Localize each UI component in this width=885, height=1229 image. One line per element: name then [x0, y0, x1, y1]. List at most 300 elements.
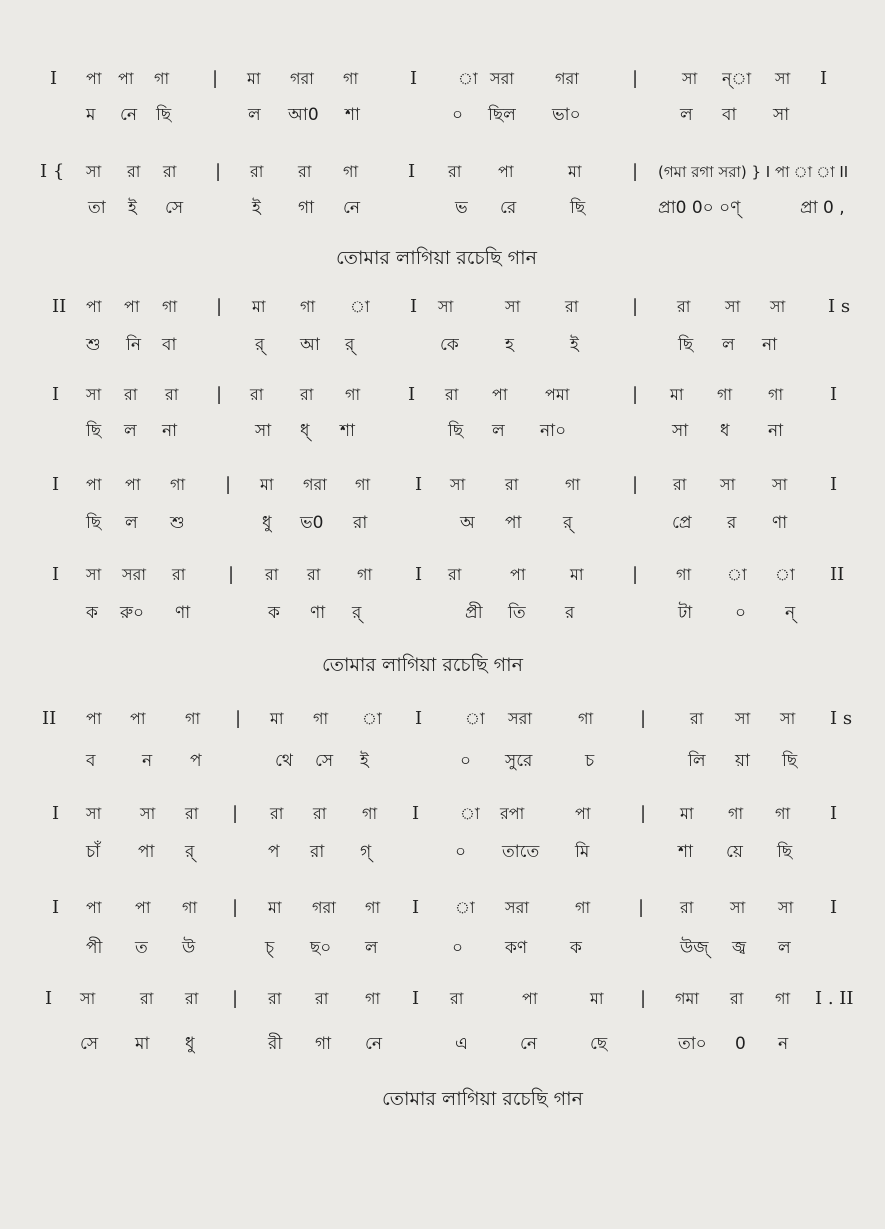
lyric-syllable: উজ্‌: [680, 938, 709, 958]
lyric-syllable: য়া: [735, 751, 750, 771]
lyric-syllable: আ: [300, 335, 320, 355]
bar-line: I: [830, 474, 838, 495]
bar-line: |: [638, 897, 645, 918]
bar-line: I: [410, 68, 418, 89]
notes-row: [0, 893, 885, 923]
lyric-syllable: ছ০: [310, 938, 332, 958]
bar-line: I . II: [815, 988, 854, 1009]
lyric-syllable: ০: [452, 105, 464, 125]
lyric-syllable: র্‌: [345, 335, 355, 355]
lyric-syllable: ছি: [678, 335, 694, 355]
notes-row: [0, 799, 885, 829]
lyric-syllable: বা: [162, 335, 177, 355]
notes-row: [0, 470, 885, 500]
note: পা: [492, 385, 508, 404]
note: পমা: [545, 385, 570, 404]
lyric-syllable: ল: [365, 938, 378, 958]
note: রা: [673, 475, 687, 494]
note: রা: [445, 385, 459, 404]
bar-line: |: [225, 474, 232, 495]
lyric-syllable: ল: [680, 105, 693, 125]
notes-row: [0, 560, 885, 590]
lyric-syllable: পা: [138, 842, 155, 862]
lyric-syllable: ছি: [86, 513, 102, 533]
note: সা: [725, 297, 741, 316]
lyric-syllable: লি: [688, 751, 706, 771]
lyric-syllable: গ্‌: [360, 842, 372, 862]
refrain-line: তোমার লাগিয়া রচেছি গান: [382, 1088, 583, 1110]
note: সা: [438, 297, 454, 316]
lyric-syllable: রে: [500, 198, 517, 218]
lyric-syllable: ন: [142, 751, 153, 771]
lyric-syllable: ত: [135, 938, 148, 958]
lyric-syllable: পা: [505, 513, 522, 533]
lyric-syllable: নে: [365, 1034, 383, 1054]
lyric-syllable: ছি: [777, 842, 793, 862]
note: া: [455, 898, 475, 917]
note: রপা: [500, 804, 525, 823]
lyric-syllable: সে: [165, 198, 184, 218]
lyric-syllable: ল: [125, 513, 138, 533]
note: পা: [86, 475, 102, 494]
lyric-syllable: তা০: [678, 1034, 707, 1054]
lyric-syllable: না০: [540, 421, 567, 441]
lyrics-row: [0, 598, 885, 628]
note: রা: [140, 989, 154, 1008]
lyric-syllable: ক: [570, 938, 582, 958]
note: গা: [717, 385, 733, 404]
bar-line: I: [408, 161, 416, 182]
note: গা: [728, 804, 744, 823]
note: গা: [345, 385, 361, 404]
lyric-syllable: তা: [88, 198, 106, 218]
note: া: [362, 709, 382, 728]
lyric-syllable: র্‌: [352, 603, 362, 623]
lyric-syllable: শা: [678, 842, 693, 862]
notes-row: [0, 157, 885, 187]
lyric-syllable: প্রা 0 ,: [800, 198, 845, 218]
note: সা: [140, 804, 156, 823]
bar-line: II: [42, 708, 57, 729]
lyric-syllable: জ্ব: [732, 938, 747, 958]
note: রা: [172, 565, 186, 584]
note: রা: [690, 709, 704, 728]
lyric-syllable: ০: [460, 751, 472, 771]
note: গা: [565, 475, 581, 494]
bar-line: |: [632, 68, 639, 89]
bar-line: I: [830, 897, 838, 918]
bar-line: I: [412, 988, 420, 1009]
bar-line: I: [52, 803, 60, 824]
note: রা: [315, 989, 329, 1008]
note: রা: [165, 385, 179, 404]
note: মা: [270, 709, 284, 728]
bar-line: I: [410, 296, 418, 317]
lyric-syllable: নে: [343, 198, 361, 218]
note: ন্‌া: [722, 69, 752, 88]
note: মা: [247, 69, 261, 88]
bar-line: I: [415, 474, 423, 495]
note: সা: [730, 898, 746, 917]
note: গা: [676, 565, 692, 584]
lyric-syllable: অ: [460, 513, 475, 533]
bar-line: |: [228, 564, 235, 585]
notes-row: [0, 380, 885, 410]
bar-line: |: [235, 708, 242, 729]
note: া: [458, 69, 478, 88]
note-group: (গমা রগা সরা) } I পা া া II: [658, 163, 849, 181]
note: া: [350, 297, 370, 316]
lyric-syllable: য়ে: [726, 842, 743, 862]
note: পা: [498, 162, 514, 181]
notes-row: [0, 292, 885, 322]
lyric-syllable: সে: [315, 751, 334, 771]
lyric-syllable: ভ0: [300, 513, 324, 533]
lyric-syllable: ০: [455, 842, 467, 862]
lyric-syllable: টা: [678, 603, 693, 623]
note: রা: [185, 989, 199, 1008]
lyric-syllable: মি: [575, 842, 590, 862]
lyric-syllable: তি: [508, 603, 526, 623]
lyric-syllable: ল: [778, 938, 791, 958]
bar-line: |: [212, 68, 219, 89]
note: া: [460, 804, 480, 823]
lyric-syllable: ল: [124, 421, 137, 441]
lyric-syllable: কে: [440, 335, 459, 355]
lyric-syllable: হ: [505, 335, 514, 355]
note: সা: [720, 475, 736, 494]
notes-row: [0, 984, 885, 1014]
lyric-syllable: না: [768, 421, 784, 441]
lyric-syllable: ভা০: [552, 105, 581, 125]
lyric-syllable: ই: [128, 198, 137, 218]
note: পা: [86, 898, 102, 917]
lyric-syllable: ন্‌: [785, 603, 796, 623]
note: সা: [86, 565, 102, 584]
note: মা: [260, 475, 274, 494]
note: রা: [265, 565, 279, 584]
lyric-syllable: চ্‌: [265, 938, 275, 958]
lyric-syllable: ছি: [782, 751, 798, 771]
note: সরা: [508, 709, 533, 728]
bar-line: I: [408, 384, 416, 405]
note: পা: [130, 709, 146, 728]
note: গা: [357, 565, 373, 584]
refrain-line: তোমার লাগিয়া রচেছি গান: [336, 247, 537, 269]
note: মা: [252, 297, 266, 316]
bar-line: |: [216, 296, 223, 317]
note: গরা: [555, 69, 579, 88]
bar-line: I: [830, 384, 838, 405]
lyric-syllable: ল: [492, 421, 505, 441]
lyric-syllable: সা: [255, 421, 272, 441]
lyrics-row: [0, 100, 885, 130]
lyric-syllable: শা: [340, 421, 355, 441]
bar-line: I: [50, 68, 58, 89]
note: রা: [185, 804, 199, 823]
lyric-syllable: রা: [353, 513, 368, 533]
note: গা: [768, 385, 784, 404]
lyric-syllable: র্‌: [563, 513, 573, 533]
note: রা: [313, 804, 327, 823]
bar-line: I: [415, 708, 423, 729]
lyric-syllable: না: [762, 335, 778, 355]
bar-line: |: [216, 384, 223, 405]
note: গা: [575, 898, 591, 917]
bar-line: I s: [828, 296, 851, 317]
note: সা: [505, 297, 521, 316]
note: া: [727, 565, 747, 584]
bar-line: |: [232, 803, 239, 824]
note: গা: [578, 709, 594, 728]
notes-row: [0, 64, 885, 94]
note: রা: [730, 989, 744, 1008]
bar-line: I: [412, 897, 420, 918]
lyric-syllable: ছি: [570, 198, 586, 218]
note: পা: [118, 69, 134, 88]
lyric-syllable: প: [190, 751, 202, 771]
lyric-syllable: গা: [298, 198, 315, 218]
bar-line: |: [632, 564, 639, 585]
lyrics-row: [0, 508, 885, 538]
note: পা: [135, 898, 151, 917]
lyric-syllable: ক: [268, 603, 280, 623]
note: পা: [522, 989, 538, 1008]
lyric-syllable: নে: [120, 105, 138, 125]
lyric-syllable: রু০: [120, 603, 145, 623]
lyric-syllable: রী: [268, 1034, 283, 1054]
bar-line: I: [52, 384, 60, 405]
note: গা: [775, 989, 791, 1008]
note: গা: [365, 989, 381, 1008]
note: সা: [682, 69, 698, 88]
lyric-syllable: ব: [86, 751, 96, 771]
bar-line: |: [232, 988, 239, 1009]
note: মা: [680, 804, 694, 823]
note: া: [465, 709, 485, 728]
lyric-syllable: না: [162, 421, 178, 441]
note: গরা: [290, 69, 314, 88]
lyrics-row: [0, 837, 885, 867]
note: রা: [298, 162, 312, 181]
bar-line: |: [232, 897, 239, 918]
lyrics-row: [0, 193, 885, 223]
lyric-syllable: এ: [455, 1034, 468, 1054]
note: গরা: [312, 898, 336, 917]
lyric-syllable: ধু: [185, 1034, 195, 1054]
note: সা: [86, 385, 102, 404]
bar-line: I: [830, 803, 838, 824]
lyric-syllable: ণা: [310, 603, 326, 623]
note: সা: [735, 709, 751, 728]
lyric-syllable: পী: [86, 938, 103, 958]
lyric-syllable: নি: [126, 335, 142, 355]
note: পা: [125, 475, 141, 494]
note: গা: [162, 297, 178, 316]
lyric-syllable: চাঁ: [86, 842, 101, 862]
lyric-syllable: রা: [310, 842, 325, 862]
note: মা: [570, 565, 584, 584]
lyric-syllable: চ: [585, 751, 595, 771]
lyric-syllable: র: [565, 603, 575, 623]
lyric-syllable: ক: [86, 603, 98, 623]
note: গা: [362, 804, 378, 823]
note: সরা: [122, 565, 147, 584]
note: গা: [185, 709, 201, 728]
note: পা: [86, 69, 102, 88]
note: রা: [124, 385, 138, 404]
lyric-syllable: ধ: [720, 421, 730, 441]
note: গা: [313, 709, 329, 728]
note: গা: [343, 69, 359, 88]
lyric-syllable: সা: [773, 105, 790, 125]
note: পা: [510, 565, 526, 584]
note: পা: [575, 804, 591, 823]
note: পা: [86, 297, 102, 316]
note: রা: [680, 898, 694, 917]
note: পা: [124, 297, 140, 316]
lyric-syllable: ই: [360, 751, 369, 771]
note: রা: [250, 385, 264, 404]
notes-row: [0, 704, 885, 734]
lyric-syllable: শু: [170, 513, 185, 533]
note: রা: [448, 565, 462, 584]
bar-line: |: [632, 474, 639, 495]
note: সা: [86, 804, 102, 823]
note: গা: [170, 475, 186, 494]
note: সা: [772, 475, 788, 494]
bar-line: I {: [40, 161, 65, 182]
lyrics-row: [0, 1029, 885, 1059]
lyric-syllable: ল: [722, 335, 735, 355]
lyric-syllable: র: [727, 513, 737, 533]
note: রা: [268, 989, 282, 1008]
bar-line: |: [632, 296, 639, 317]
note: রা: [250, 162, 264, 181]
lyric-syllable: নে: [520, 1034, 538, 1054]
lyric-syllable: কণ: [505, 938, 528, 958]
lyric-syllable: মা: [135, 1034, 150, 1054]
lyrics-row: [0, 933, 885, 963]
note: া: [775, 565, 795, 584]
bar-line: |: [215, 161, 222, 182]
note: সা: [86, 162, 102, 181]
lyric-syllable: 0: [735, 1034, 746, 1054]
note: রা: [163, 162, 177, 181]
note: মা: [670, 385, 684, 404]
note: গমা: [675, 989, 700, 1008]
lyric-syllable: ধু: [262, 513, 272, 533]
note: সরা: [505, 898, 530, 917]
bar-line: I: [412, 803, 420, 824]
note: মা: [268, 898, 282, 917]
note: পা: [86, 709, 102, 728]
lyric-syllable: ন: [778, 1034, 789, 1054]
note: গা: [365, 898, 381, 917]
lyric-syllable: গা: [315, 1034, 332, 1054]
lyric-syllable: ছে: [590, 1034, 608, 1054]
lyric-syllable: ণা: [772, 513, 788, 533]
lyric-syllable: উ: [182, 938, 196, 958]
bar-line: |: [632, 384, 639, 405]
note: গা: [182, 898, 198, 917]
bar-line: I: [52, 897, 60, 918]
note: রা: [270, 804, 284, 823]
note: গা: [775, 804, 791, 823]
lyric-syllable: ম: [86, 105, 96, 125]
lyric-syllable: ণা: [175, 603, 191, 623]
lyric-syllable: শা: [345, 105, 360, 125]
lyric-syllable: র্‌: [255, 335, 265, 355]
note: সা: [80, 989, 96, 1008]
lyric-syllable: ছি: [156, 105, 172, 125]
lyric-syllable: সে: [80, 1034, 99, 1054]
note: গা: [154, 69, 170, 88]
lyric-syllable: শু: [86, 335, 101, 355]
bar-line: |: [640, 803, 647, 824]
note: মা: [590, 989, 604, 1008]
lyric-syllable: সুরে: [505, 751, 533, 771]
note: রা: [307, 565, 321, 584]
lyric-syllable: ই: [570, 335, 579, 355]
lyric-syllable: সা: [672, 421, 689, 441]
lyric-syllable: ছিল: [488, 105, 516, 125]
bar-line: I: [415, 564, 423, 585]
note: রা: [127, 162, 141, 181]
refrain-line: তোমার লাগিয়া রচেছি গান: [322, 654, 523, 676]
lyric-syllable: আ0: [288, 105, 319, 125]
lyric-syllable: ০: [452, 938, 464, 958]
lyrics-row: [0, 330, 885, 360]
note: সা: [778, 898, 794, 917]
note: গরা: [303, 475, 327, 494]
bar-line: II: [830, 564, 845, 585]
bar-line: |: [640, 988, 647, 1009]
bar-line: |: [632, 161, 639, 182]
lyric-syllable: ভ: [455, 198, 468, 218]
bar-line: I: [52, 474, 60, 495]
lyric-syllable: ই: [252, 198, 261, 218]
lyrics-row: [0, 746, 885, 776]
note: রা: [505, 475, 519, 494]
note: গা: [343, 162, 359, 181]
lyrics-row: [0, 416, 885, 446]
lyric-syllable: প্রী: [465, 603, 483, 623]
bar-line: II: [52, 296, 67, 317]
note: রা: [677, 297, 691, 316]
lyric-syllable: প্রে: [672, 513, 692, 533]
lyric-syllable: ছি: [86, 421, 102, 441]
bar-line: I: [52, 564, 60, 585]
lyric-syllable: তাতে: [502, 842, 540, 862]
lyric-syllable: প: [268, 842, 280, 862]
note: সা: [450, 475, 466, 494]
note: গা: [300, 297, 316, 316]
bar-line: |: [640, 708, 647, 729]
note: মা: [568, 162, 582, 181]
note: সা: [780, 709, 796, 728]
note: সা: [770, 297, 786, 316]
note: সা: [775, 69, 791, 88]
note: রা: [565, 297, 579, 316]
lyric-syllable: থে: [275, 751, 293, 771]
lyric-syllable: ল: [248, 105, 261, 125]
note: রা: [450, 989, 464, 1008]
lyric-syllable: ছি: [448, 421, 464, 441]
note: রা: [448, 162, 462, 181]
lyric-syllable: প্রা0 0০ ০ণ্‌: [658, 198, 741, 218]
bar-line: I s: [830, 708, 853, 729]
